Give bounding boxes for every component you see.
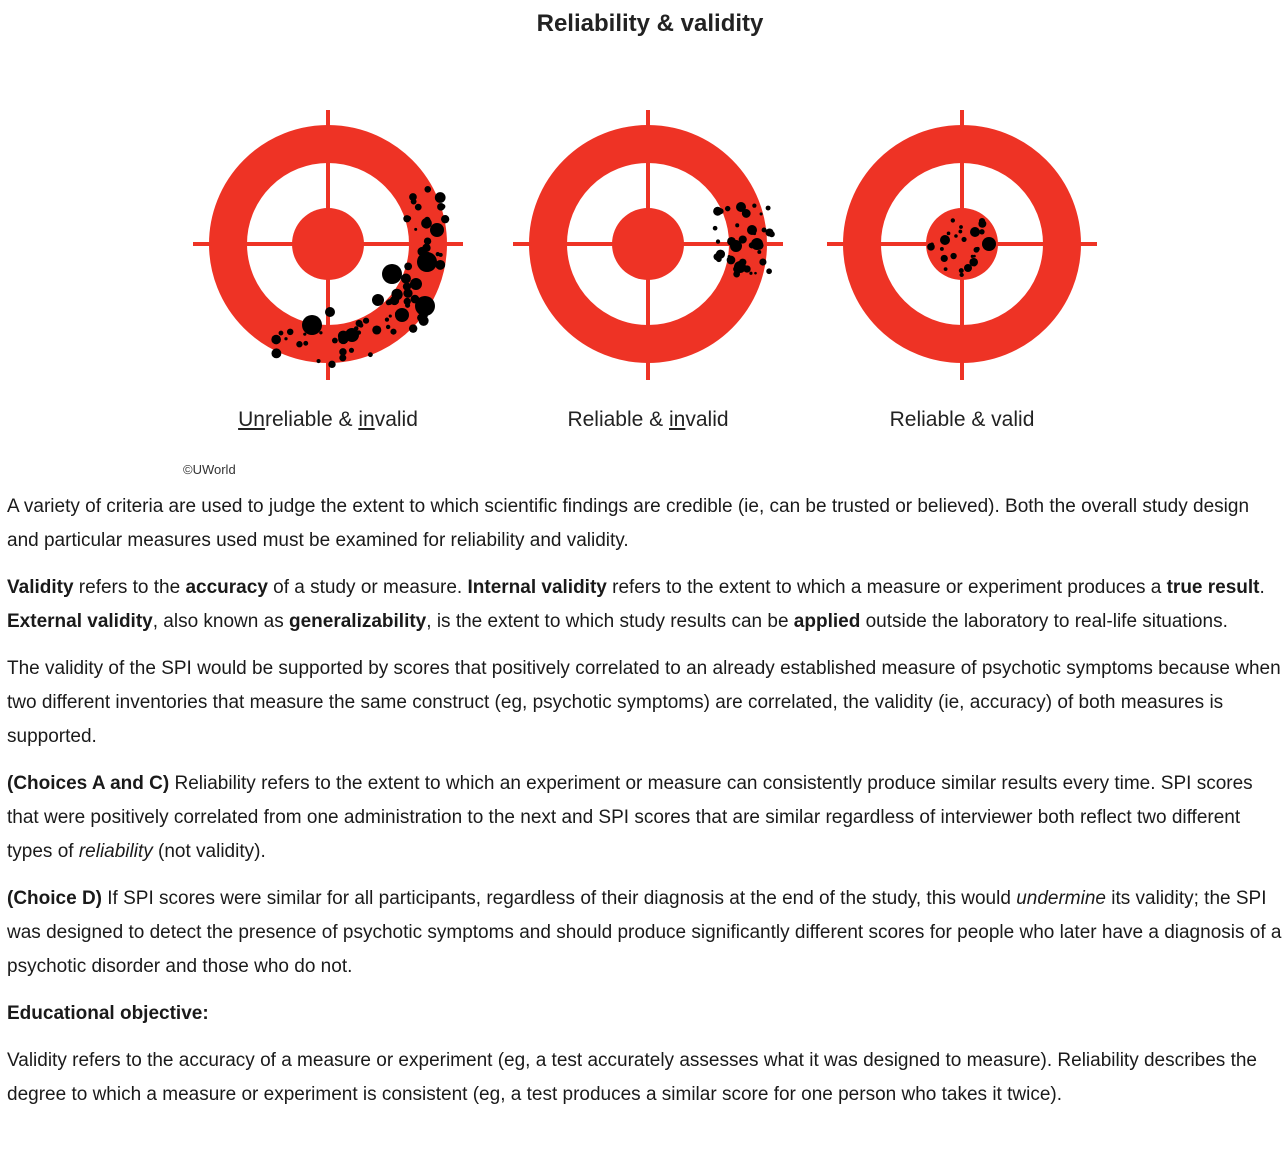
shot-dot — [713, 226, 718, 231]
shot-dot — [328, 361, 335, 368]
shot-dot — [302, 315, 322, 335]
label-unreliable-invalid: Unreliable & invalid — [238, 408, 418, 431]
shot-dot — [749, 272, 752, 275]
shot-dot — [316, 359, 320, 363]
shot-dot — [944, 267, 948, 271]
shot-dot — [941, 255, 948, 262]
shot-dot — [409, 324, 417, 332]
shot-dot — [440, 204, 445, 209]
shot-dot — [332, 338, 338, 344]
shot-dot — [930, 243, 933, 246]
shot-dot — [419, 311, 428, 320]
target-unreliable-invalid — [193, 110, 463, 380]
shot-dot — [372, 325, 381, 334]
target-reliable-invalid — [513, 110, 783, 380]
shot-dot — [387, 299, 393, 305]
shot-dot — [739, 259, 746, 266]
figure-title: Reliability & validity — [536, 10, 764, 37]
shot-dot — [951, 218, 955, 222]
shot-dot — [716, 239, 720, 243]
shot-dot — [940, 247, 944, 251]
shot-dot — [760, 212, 763, 215]
shot-dot — [749, 242, 755, 248]
shot-dot — [414, 228, 417, 231]
shot-dot — [273, 338, 277, 342]
shot-dot — [385, 317, 389, 321]
shot-dot — [950, 253, 956, 259]
label-reliable-invalid: Reliable & invalid — [567, 408, 729, 431]
shot-dot — [411, 295, 420, 304]
shot-dot — [435, 226, 444, 235]
paragraph-validity: Validity refers to the accuracy of a study or measure. Internal validity refers to the extent to which a measure or experiment produces a true result. External validity, also known as generalizability, is the extent to which study results can be applied outside the laboratory to real-life situations. — [7, 577, 1265, 632]
shot-dot — [983, 222, 986, 225]
shot-dot — [303, 333, 306, 336]
shot-dot — [338, 334, 348, 344]
shot-dot — [417, 247, 426, 256]
shot-dot — [407, 216, 411, 220]
shot-dot — [727, 237, 736, 246]
shot-dot — [959, 225, 963, 229]
shot-dot — [733, 271, 740, 278]
explanation-body — [7, 490, 1285, 1125]
shot-dot — [719, 254, 722, 257]
shot-dot — [752, 204, 756, 208]
shot-dot — [303, 341, 308, 346]
shot-dot — [390, 329, 396, 335]
shot-dot — [986, 241, 993, 248]
shot-dot — [755, 241, 764, 250]
shot-dot — [435, 260, 445, 270]
shot-dot — [287, 329, 294, 336]
paragraph-intro: A variety of criteria are used to judge the extent to which scientific findings are credible (ie, can be trusted or believed). Both the overall study design and particular measures used must be examined for reliability and validity. — [7, 496, 1250, 551]
shot-dot — [404, 298, 411, 305]
shot-dot — [739, 235, 747, 243]
shot-dot — [974, 247, 980, 253]
shot-dot — [762, 227, 767, 232]
shot-dot — [354, 326, 359, 331]
shot-dot — [753, 232, 756, 235]
shot-dot — [271, 348, 281, 358]
shot-dot — [973, 263, 976, 266]
shot-dot — [404, 262, 412, 270]
shot-dot — [382, 264, 402, 284]
shot-dot — [961, 237, 966, 242]
objective-text: Validity refers to the accuracy of a measure or experiment (eg, a test accurately assesses what it was designed to measure). Reliability describes the degree to which a measure or experiment is consistent (eg, a test produces a similar score for one person who takes it twice). — [7, 1050, 1258, 1105]
shot-dot — [349, 348, 354, 353]
shot-dot — [363, 318, 369, 324]
shot-dot — [958, 230, 962, 234]
shot-dot — [296, 341, 302, 347]
shot-dot — [424, 237, 431, 244]
shot-dot — [940, 235, 950, 245]
shot-dot — [357, 330, 361, 334]
shot-dot — [409, 193, 417, 201]
shot-dot — [415, 204, 422, 211]
shot-dot — [439, 253, 443, 257]
shot-dot — [386, 325, 390, 329]
shot-dot — [947, 231, 951, 235]
paragraph-choice-d: (Choice D) If SPI scores were similar for all participants, regardless of their diagnosis at the end of the study, this would undermine its validity; the SPI was designed to detect the presence of psychotic symptoms and should produce significantly different scores for people who later have a diagnosis of a psychotic disorder and those who do not. — [7, 888, 1282, 977]
targets-figure — [0, 100, 1287, 390]
shot-dot — [769, 231, 775, 237]
shot-dot — [424, 186, 431, 193]
shot-dot — [757, 250, 761, 254]
shot-dot — [959, 268, 964, 273]
shot-dot — [339, 354, 346, 361]
shot-dot — [391, 289, 402, 300]
shot-dot — [401, 274, 411, 284]
shot-dot — [728, 255, 731, 258]
shot-dot — [403, 282, 411, 290]
shot-dot — [725, 206, 730, 211]
shot-dot — [319, 331, 322, 334]
shot-dot — [971, 255, 974, 258]
paragraph-choices-a-c: (Choices A and C) Reliability refers to the extent to which an experiment or measure can consistently produce similar results every time. SPI scores that were positively correlated from one administration to the next and SPI scores that are similar regardless of interviewer both reflect two different types of reliability (not validity). — [7, 773, 1253, 862]
shot-dot — [766, 268, 772, 274]
objective-heading: Educational objective: — [7, 1003, 209, 1024]
shot-dot — [742, 209, 751, 218]
shot-dot — [954, 234, 958, 238]
shot-dot — [441, 215, 449, 223]
shot-dot — [960, 273, 964, 277]
shot-dot — [766, 206, 771, 211]
shot-dot — [389, 314, 392, 317]
shot-dot — [410, 278, 422, 290]
shot-dot — [359, 323, 364, 328]
shot-dot — [970, 227, 980, 237]
shot-dot — [424, 217, 430, 223]
shot-dot — [372, 294, 384, 306]
shot-dot — [743, 265, 750, 272]
shot-dot — [759, 258, 766, 265]
shot-dot — [754, 272, 757, 275]
shot-dot — [395, 309, 405, 319]
shot-dot — [368, 352, 373, 357]
target-reliable-valid — [827, 110, 1097, 380]
shot-dot — [325, 307, 335, 317]
label-reliable-valid: Reliable & valid — [889, 408, 1035, 431]
shot-dot — [979, 229, 984, 234]
shot-dot — [279, 331, 284, 336]
paragraph-spi-validity: The validity of the SPI would be supported by scores that positively correlated to an already established measure of psychotic symptoms because when two different inventories that measure the same construct (eg, psychotic symptoms) are correlated, the validity (ie, accuracy) of both measures is supported. — [7, 658, 1281, 747]
shot-dot — [735, 223, 739, 227]
copyright-notice: ©UWorld — [183, 462, 236, 477]
shot-dot — [435, 192, 446, 203]
shot-dot — [713, 207, 722, 216]
shot-dot — [284, 337, 287, 340]
